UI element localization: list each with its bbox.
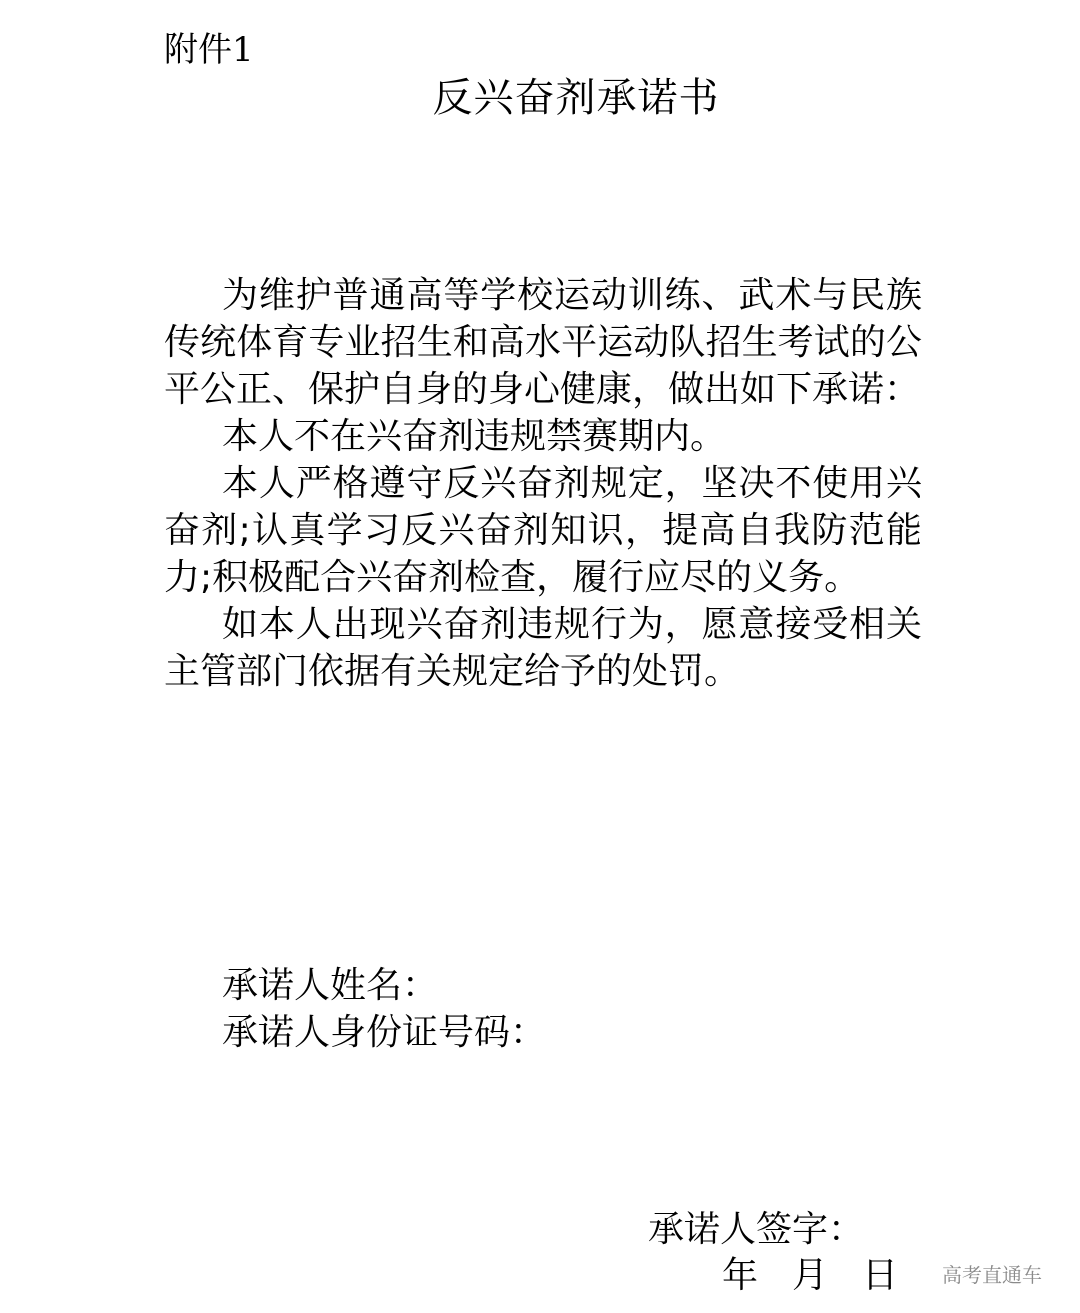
signature-field: 承诺人签字： (648, 1209, 865, 1250)
pledge-body (164, 272, 922, 695)
pledge-intro-paragraph: 为维护普通高等学校运动训练、武术与民族传统体育专业招生和高水平运动队招生考试的公平公正、保护自身的身心健康，做出如下承诺： (164, 275, 922, 410)
watermark: 高考直通车 (942, 1263, 1042, 1287)
pledge-item-penalty: 如本人出现兴奋剂违规行为，愿意接受相关主管部门依据有关规定给予的处罚。 (164, 604, 922, 692)
date-year-label: 年 (722, 1255, 759, 1296)
document-title: 反兴奋剂承诺书 (432, 75, 720, 121)
pledge-item-compliance: 本人严格遵守反兴奋剂规定，坚决不使用兴奋剂;认真学习反兴奋剂知识，提高自我防范能力;积极配合兴奋剂检查，履行应尽的义务。 (164, 463, 922, 598)
pledge-item-no-suspension: 本人不在兴奋剂违规禁赛期内。 (222, 416, 727, 457)
date-month-label: 月 (792, 1255, 829, 1296)
date-day-label: 日 (862, 1255, 899, 1296)
attachment-label: 附件1 (164, 30, 254, 70)
signer-name-field: 承诺人姓名： (222, 965, 439, 1006)
date-field (722, 1252, 898, 1299)
signer-id-field: 承诺人身份证号码： (222, 1012, 547, 1053)
